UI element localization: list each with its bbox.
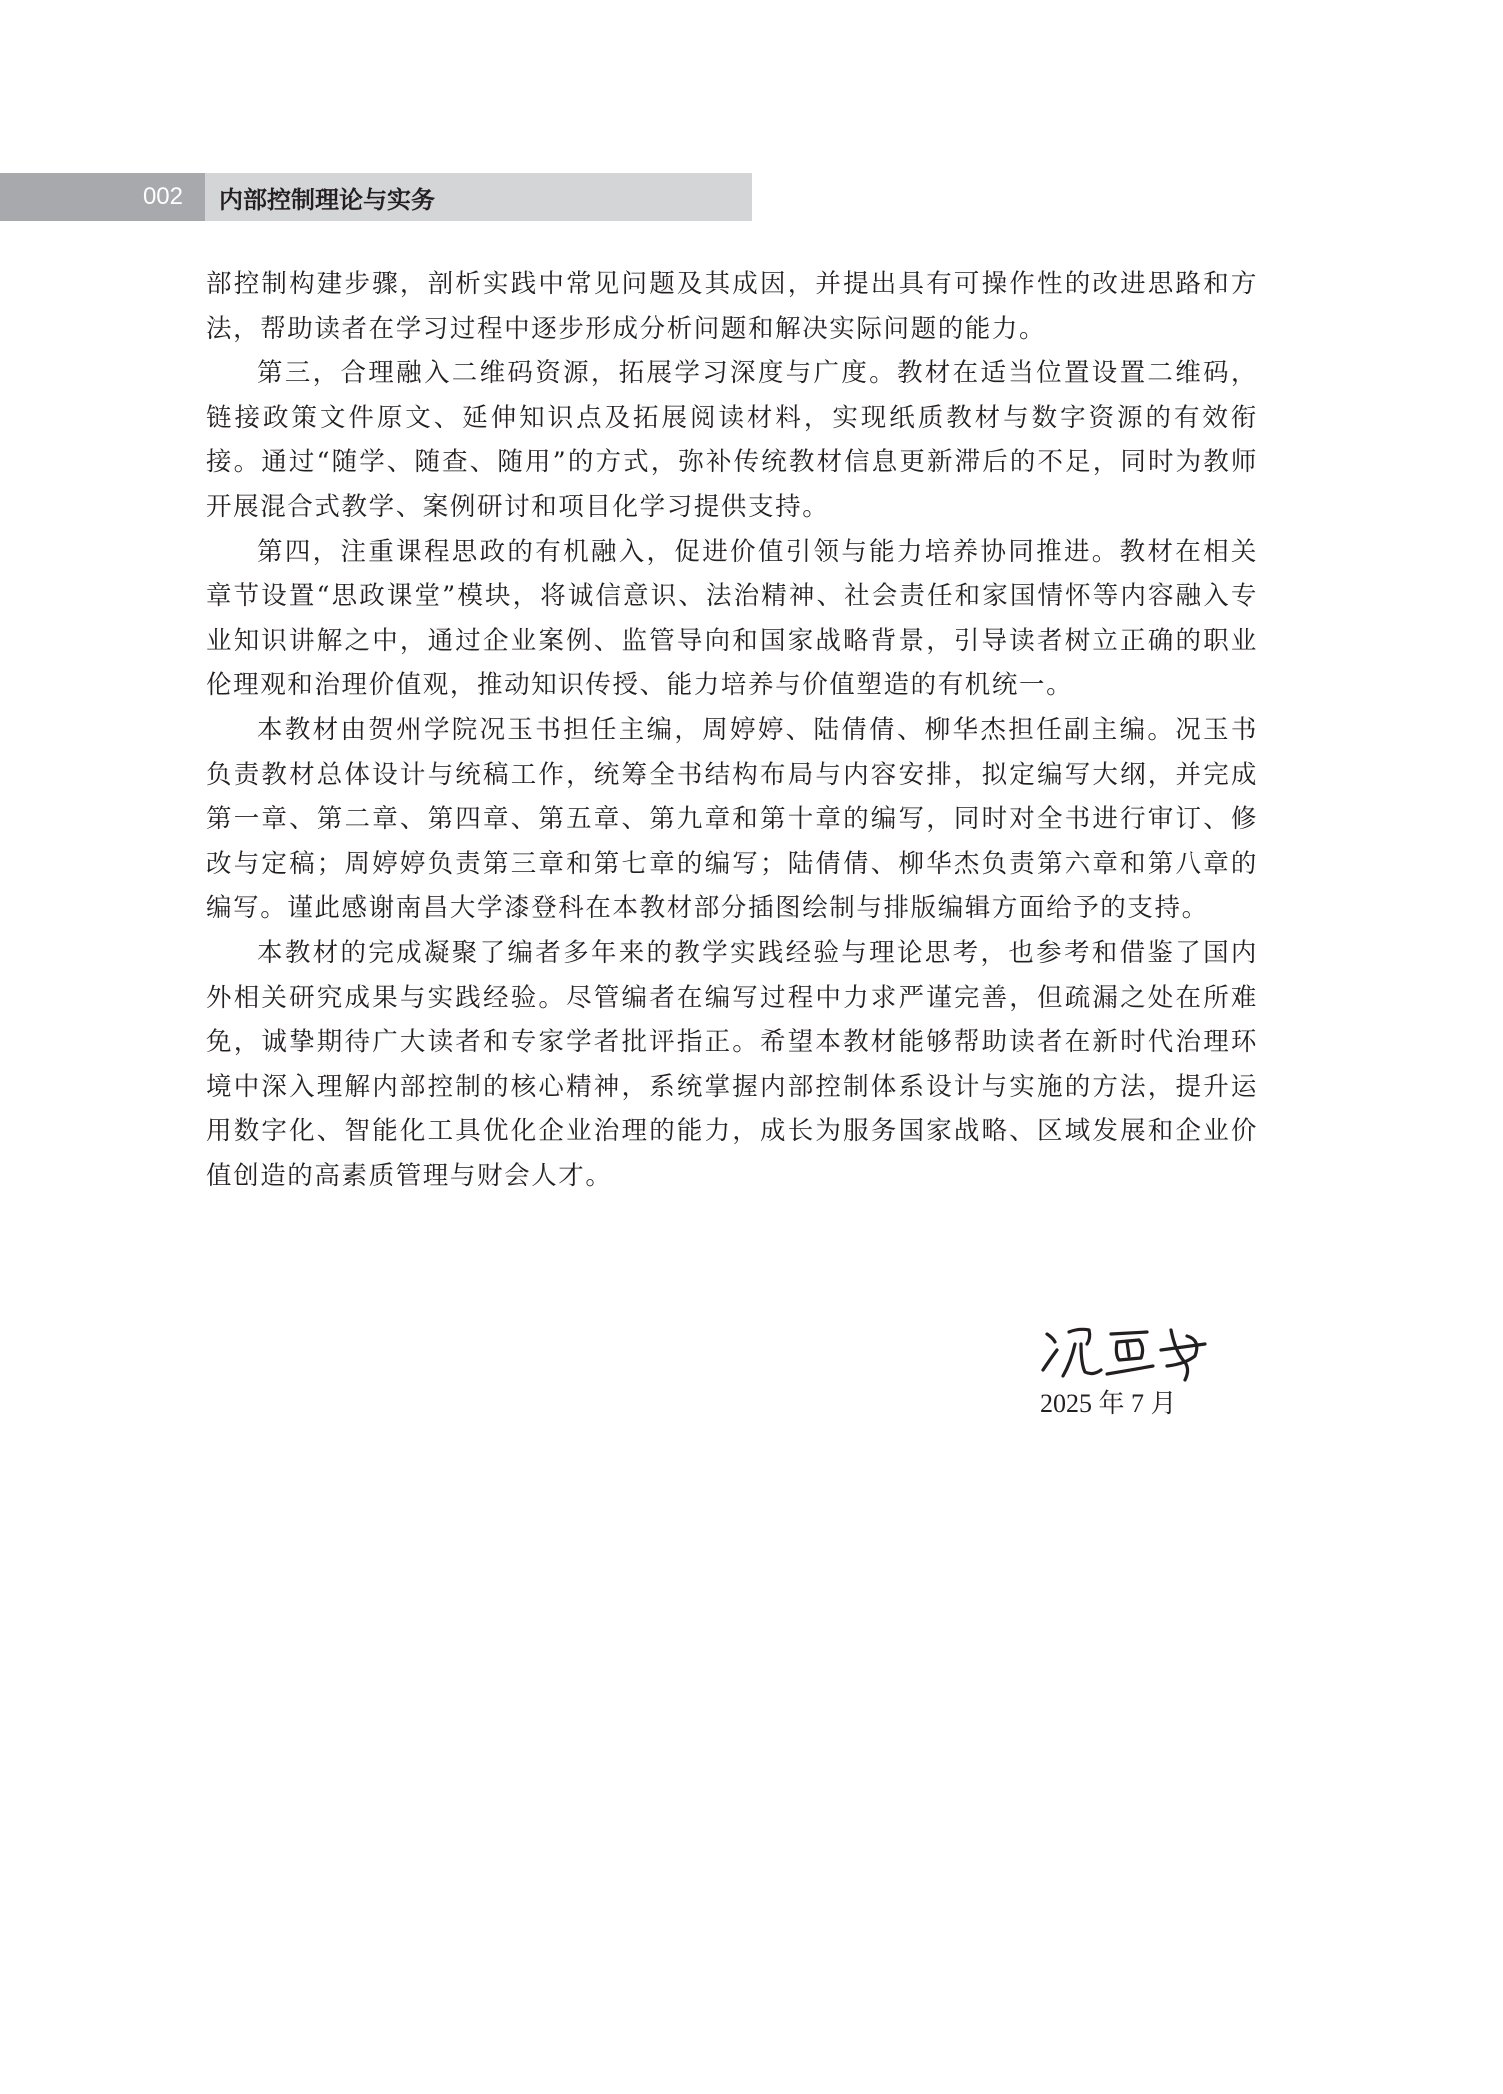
book-title: 内部控制理论与实务 bbox=[205, 173, 752, 221]
date: 2025 年 7 月 bbox=[1040, 1389, 1177, 1418]
paragraph-2: 第三，合理融入二维码资源，拓展学习深度与广度。教材在适当位置设置二维码，链接政策文件原文、延伸知识点及拓展阅读材料，实现纸质教材与数字资源的有效衔接。通过“随学、随查、随用”的方式，弥补传统教材信息更新滞后的不足，同时为教师开展混合式教学、案例研讨和项目化学习提供支持。 bbox=[206, 358, 1258, 522]
paragraph-4: 本教材由贺州学院况玉书担任主编，周婷婷、陆倩倩、柳华杰担任副主编。况玉书负责教材总体设计与统稿工作，统筹全书结构布局与内容安排，拟定编写大纲，并完成第一章、第二章、第四章、第五章、第九章和第十章的编写，同时对全书进行审订、修改与定稿；周婷婷负责第三章和第七章的编写；陆倩倩、柳华杰负责第六章和第八章的编写。谨此感谢南昌大学漆登科在本教材部分插图绘制与排版编辑方面给予的支持。 bbox=[206, 714, 1258, 924]
handwritten-signature bbox=[1035, 1320, 1215, 1390]
body-text bbox=[206, 262, 1258, 1198]
paragraph-1: 部控制构建步骤，剖析实践中常见问题及其成因，并提出具有可操作性的改进思路和方法，帮助读者在学习过程中逐步形成分析问题和解决实际问题的能力。 bbox=[206, 269, 1258, 344]
page-number: 002 bbox=[0, 173, 205, 221]
paragraph-5: 本教材的完成凝聚了编者多年来的教学实践经验与理论思考，也参考和借鉴了国内外相关研究成果与实践经验。尽管编者在编写过程中力求严谨完善，但疏漏之处在所难免，诚挚期待广大读者和专家学者批评指正。希望本教材能够帮助读者在新时代治理环境中深入理解内部控制的核心精神，系统掌握内部控制体系设计与实施的方法，提升运用数字化、智能化工具优化企业治理的能力，成长为服务国家战略、区域发展和企业价值创造的高素质管理与财会人才。 bbox=[206, 937, 1258, 1191]
running-header bbox=[0, 173, 752, 221]
paragraph-3: 第四，注重课程思政的有机融入，促进价值引领与能力培养协同推进。教材在相关章节设置“思政课堂”模块，将诚信意识、法治精神、社会责任和家国情怀等内容融入专业知识讲解之中，通过企业案例、监管导向和国家战略背景，引导读者树立正确的职业伦理观和治理价值观，推动知识传授、能力培养与价值塑造的有机统一。 bbox=[206, 536, 1258, 701]
